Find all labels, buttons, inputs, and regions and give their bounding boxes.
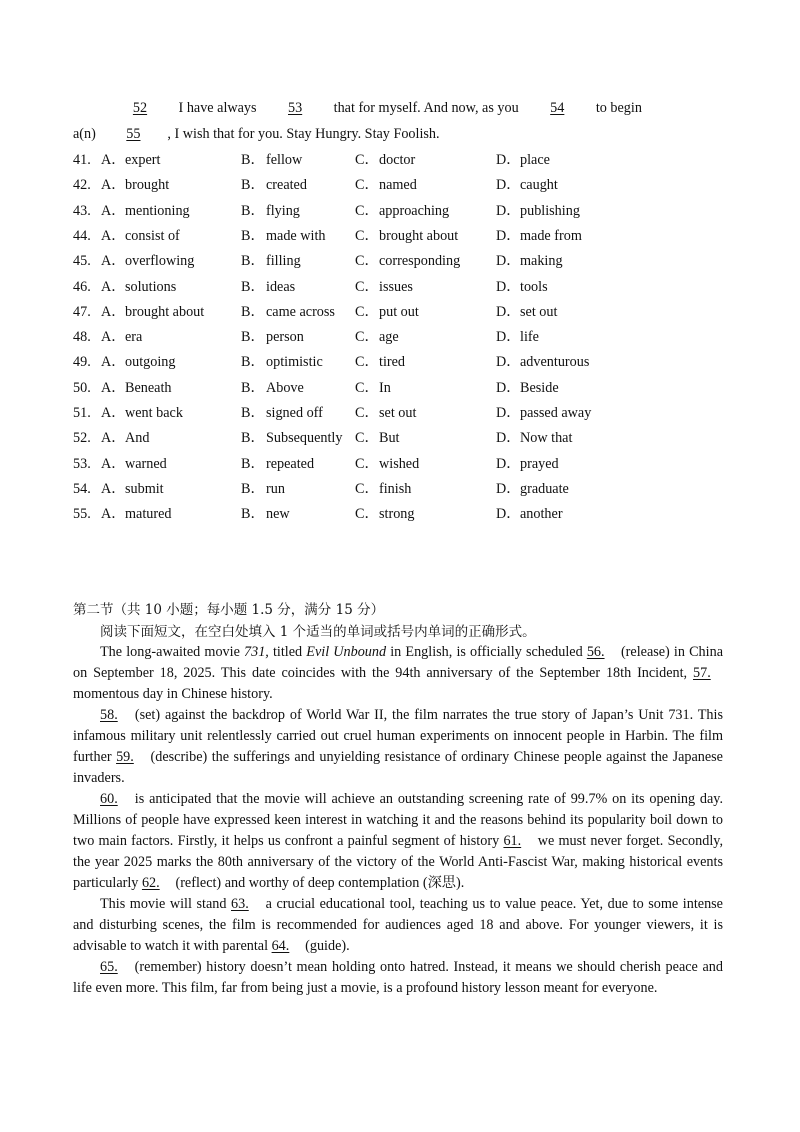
question-number: 45. [73, 253, 91, 270]
text: This movie will stand [100, 896, 232, 912]
option-a[interactable]: went back [125, 405, 183, 421]
question-number: 54. [73, 480, 91, 497]
text: , I wish that for you. Stay Hungry. Stay Foolish. [167, 126, 440, 142]
option-letter-b: B． [241, 329, 265, 346]
option-letter-c: C． [355, 379, 379, 396]
option-d[interactable]: caught [520, 177, 558, 194]
option-letter-c: C． [355, 152, 379, 168]
option-letter-c: C． [355, 430, 379, 447]
option-d[interactable]: tools [520, 278, 548, 295]
option-letter-d: D． [496, 480, 521, 497]
option-letter-c: C． [355, 480, 379, 497]
option-b[interactable]: signed off [266, 405, 323, 421]
option-letter-c: C． [355, 354, 379, 371]
option-letter-b: B． [241, 480, 265, 497]
option-letter-a: A． [101, 152, 126, 168]
option-letter-a: A． [101, 506, 126, 523]
text: a crucial educational tool, teaching us to value peace. Yet, due to some intense and disturbing scenes, the film is recommended for audiences aged 18 and above. For younger viewers, it is advisable to watch it with parental [73, 896, 723, 954]
blank-52[interactable]: 52 [132, 100, 148, 116]
option-letter-b: B． [241, 506, 265, 523]
option-c[interactable]: named [379, 177, 417, 194]
text: that for myself. And now, as you [330, 100, 523, 116]
option-letter-b: B． [241, 278, 265, 295]
option-c[interactable]: finish [379, 480, 412, 497]
question-number: 51. [73, 405, 91, 421]
option-a[interactable]: consist of [125, 227, 180, 244]
option-letter-b: B． [241, 177, 265, 194]
option-c[interactable]: put out [379, 303, 419, 320]
option-b[interactable]: came across [266, 303, 335, 320]
text: to begin [592, 100, 642, 116]
passage-paragraph-4 [73, 894, 723, 957]
text: (release) in China on September 18, 2025. This date coincides with the 94th anniversary of the September 18th Incident, [73, 644, 723, 681]
text: (reflect) and worthy of deep contemplation (深思). [171, 875, 465, 891]
option-b[interactable]: person [266, 329, 304, 346]
option-c[interactable]: approaching [379, 202, 450, 219]
blank-61[interactable]: 61. [503, 833, 522, 849]
option-letter-d: D． [496, 177, 521, 194]
option-a[interactable]: Beneath [125, 379, 172, 396]
option-letter-b: B． [241, 253, 265, 270]
option-letter-d: D． [496, 379, 521, 396]
option-letter-c: C． [355, 405, 379, 421]
option-letter-a: A． [101, 303, 126, 320]
option-letter-a: A． [101, 202, 126, 219]
option-letter-d: D． [496, 227, 521, 244]
question-number: 49. [73, 354, 91, 371]
blank-60[interactable]: 60. [100, 791, 118, 807]
option-d[interactable]: set out [520, 303, 558, 320]
option-d[interactable]: making [520, 253, 563, 270]
question-number: 46. [73, 278, 91, 295]
option-b[interactable]: ideas [266, 278, 296, 295]
option-a[interactable]: And [125, 430, 150, 447]
blank-64[interactable]: 64. [271, 938, 290, 954]
blank-62[interactable]: 62. [141, 875, 160, 891]
blank-57[interactable]: 57. [693, 665, 711, 681]
option-c[interactable]: But [379, 430, 400, 447]
option-a[interactable]: expert [125, 152, 161, 168]
question-number: 50. [73, 379, 91, 396]
text: I have always [175, 100, 261, 116]
option-b[interactable]: fellow [266, 152, 303, 168]
option-letter-d: D． [496, 278, 521, 295]
option-letter-c: C． [355, 253, 379, 270]
option-letter-d: D． [496, 506, 521, 523]
passage-paragraph-1 [73, 642, 723, 705]
question-number: 47. [73, 303, 91, 320]
option-letter-d: D． [496, 354, 521, 371]
blank-58[interactable]: 58. [100, 707, 118, 723]
option-letter-a: A． [101, 278, 126, 295]
option-b[interactable]: optimistic [266, 354, 323, 371]
option-letter-c: C． [355, 177, 379, 194]
section-2-title: 第二节（共 10 小题；每小题 1.5 分，满分 15 分） [73, 602, 385, 618]
text: The long-awaited movie [100, 644, 245, 660]
question-number: 44. [73, 227, 91, 244]
blank-56[interactable]: 56. [586, 644, 605, 660]
option-letter-b: B． [241, 430, 265, 447]
option-b[interactable]: new [266, 506, 290, 523]
question-number: 41. [73, 152, 91, 168]
text: in English, is officially scheduled [386, 644, 587, 660]
option-letter-a: A． [101, 455, 126, 472]
option-letter-a: A． [101, 354, 126, 371]
option-c[interactable]: doctor [379, 152, 416, 168]
option-letter-a: A． [101, 177, 126, 194]
passage-continuation-line-2 [73, 125, 440, 143]
option-d[interactable]: publishing [520, 202, 580, 219]
option-b[interactable]: Subsequently [266, 430, 343, 447]
option-letter-c: C． [355, 455, 379, 472]
option-letter-a: A． [101, 253, 126, 270]
question-number: 52. [73, 430, 91, 447]
option-letter-a: A． [101, 430, 126, 447]
option-letter-c: C． [355, 278, 379, 295]
option-a[interactable]: overflowing [125, 253, 195, 270]
passage-continuation-line-1 [105, 99, 642, 117]
text: (describe) the sufferings and unyielding resistance of ordinary Chinese people against the Japanese invaders. [73, 749, 723, 786]
option-d[interactable]: prayed [520, 455, 559, 472]
option-b[interactable]: created [266, 177, 307, 194]
option-letter-a: A． [101, 480, 126, 497]
blank-54[interactable]: 54 [550, 100, 565, 116]
option-c[interactable]: corresponding [379, 253, 461, 270]
option-b[interactable]: filling [266, 253, 301, 270]
text: (set) against the backdrop of World War II, the film narrates the true story of Japan’s Unit 731. This infamous military unit relentlessly carried out cruel human experiments on innocent people in Harbin. The film further [73, 707, 723, 765]
option-letter-b: B． [241, 354, 265, 371]
option-a[interactable]: brought about [125, 303, 205, 320]
option-letter-d: D． [496, 405, 521, 421]
option-d[interactable]: another [520, 506, 563, 523]
option-b[interactable]: made with [266, 227, 326, 244]
option-letter-c: C． [355, 329, 379, 346]
option-a[interactable]: outgoing [125, 354, 176, 371]
option-c[interactable]: set out [379, 405, 417, 421]
option-letter-d: D． [496, 329, 521, 346]
option-d[interactable]: Now that [520, 430, 573, 447]
option-d[interactable]: life [520, 329, 539, 346]
option-c[interactable]: wished [379, 455, 420, 472]
text: we must never forget. Secondly, the year 2025 marks the 80th anniversary of the victory of the World Anti-Fascist War, making historical events particularly [73, 833, 723, 891]
blank-53[interactable]: 53 [288, 100, 303, 116]
option-a[interactable]: warned [125, 455, 167, 472]
blank-55[interactable]: 55 [126, 126, 141, 142]
option-a[interactable]: matured [125, 506, 172, 523]
option-letter-b: B． [241, 202, 265, 219]
text: a(n) [73, 126, 100, 142]
option-letter-b: B． [241, 379, 265, 396]
option-b[interactable]: Above [266, 379, 304, 396]
option-letter-d: D． [496, 455, 521, 472]
option-letter-b: B． [241, 152, 265, 168]
text: momentous day in Chinese history. [73, 686, 273, 702]
text: titled [268, 644, 307, 660]
option-b[interactable]: repeated [266, 455, 315, 472]
movie-title-english: Evil Unbound [306, 644, 387, 660]
option-letter-b: B． [241, 227, 265, 244]
option-a[interactable]: era [125, 329, 143, 346]
option-d[interactable]: graduate [520, 480, 569, 497]
question-number: 53. [73, 455, 91, 472]
option-letter-c: C． [355, 227, 379, 244]
text: is anticipated that the movie will achieve an outstanding screening rate of 99.7% on its opening day. Millions of people have expressed keen interest in watching it and the reasons behind its popularity boil down to two main factors. Firstly, it helps us confront a painful segment of history [73, 791, 723, 849]
option-letter-d: D． [496, 253, 521, 270]
passage-paragraph-2 [73, 705, 723, 789]
option-letter-d: D． [496, 202, 521, 219]
question-number: 48. [73, 329, 91, 346]
option-letter-a: A． [101, 227, 126, 244]
option-letter-d: D． [496, 430, 521, 447]
option-a[interactable]: mentioning [125, 202, 190, 219]
option-letter-a: A． [101, 329, 126, 346]
option-letter-c: C． [355, 506, 379, 523]
blank-63[interactable]: 63. [231, 896, 249, 912]
question-number: 42. [73, 177, 91, 194]
option-letter-d: D． [496, 152, 521, 168]
option-d[interactable]: made from [520, 227, 582, 244]
option-letter-b: B． [241, 405, 265, 421]
text: (guide). [301, 938, 350, 954]
option-c[interactable]: In [379, 379, 391, 396]
option-letter-a: A． [101, 405, 126, 421]
option-c[interactable]: issues [379, 278, 413, 295]
passage-paragraph-5 [73, 957, 723, 999]
section-2-instruction: 阅读下面短文，在空白处填入 1 个适当的单词或括号内单词的正确形式。 [100, 624, 536, 640]
blank-65[interactable]: 65. [100, 959, 118, 975]
option-a[interactable]: solutions [125, 278, 177, 295]
option-c[interactable]: tired [379, 354, 405, 371]
question-number: 55. [73, 506, 91, 523]
option-c[interactable]: brought about [379, 227, 459, 244]
option-letter-b: B． [241, 303, 265, 320]
option-letter-d: D． [496, 303, 521, 320]
option-c[interactable]: age [379, 329, 399, 346]
option-a[interactable]: submit [125, 480, 164, 497]
option-letter-b: B． [241, 455, 265, 472]
passage-paragraph-3 [73, 789, 723, 894]
option-d[interactable]: adventurous [520, 354, 590, 371]
option-a[interactable]: brought [125, 177, 170, 194]
option-d[interactable]: place [520, 152, 550, 168]
option-b[interactable]: run [266, 480, 285, 497]
movie-title-number: 731, [244, 644, 269, 660]
option-c[interactable]: strong [379, 506, 415, 523]
text: (remember) history doesn’t mean holding onto hatred. Instead, it means we should cherish peace and life even more. This film, far from being just a movie, is a profound history lesson meant for everyone. [73, 959, 723, 996]
option-b[interactable]: flying [266, 202, 300, 219]
option-letter-c: C． [355, 303, 379, 320]
option-d[interactable]: passed away [520, 405, 592, 421]
option-letter-c: C． [355, 202, 379, 219]
option-d[interactable]: Beside [520, 379, 559, 396]
blank-59[interactable]: 59. [116, 749, 134, 765]
question-number: 43. [73, 202, 91, 219]
option-letter-a: A． [101, 379, 126, 396]
